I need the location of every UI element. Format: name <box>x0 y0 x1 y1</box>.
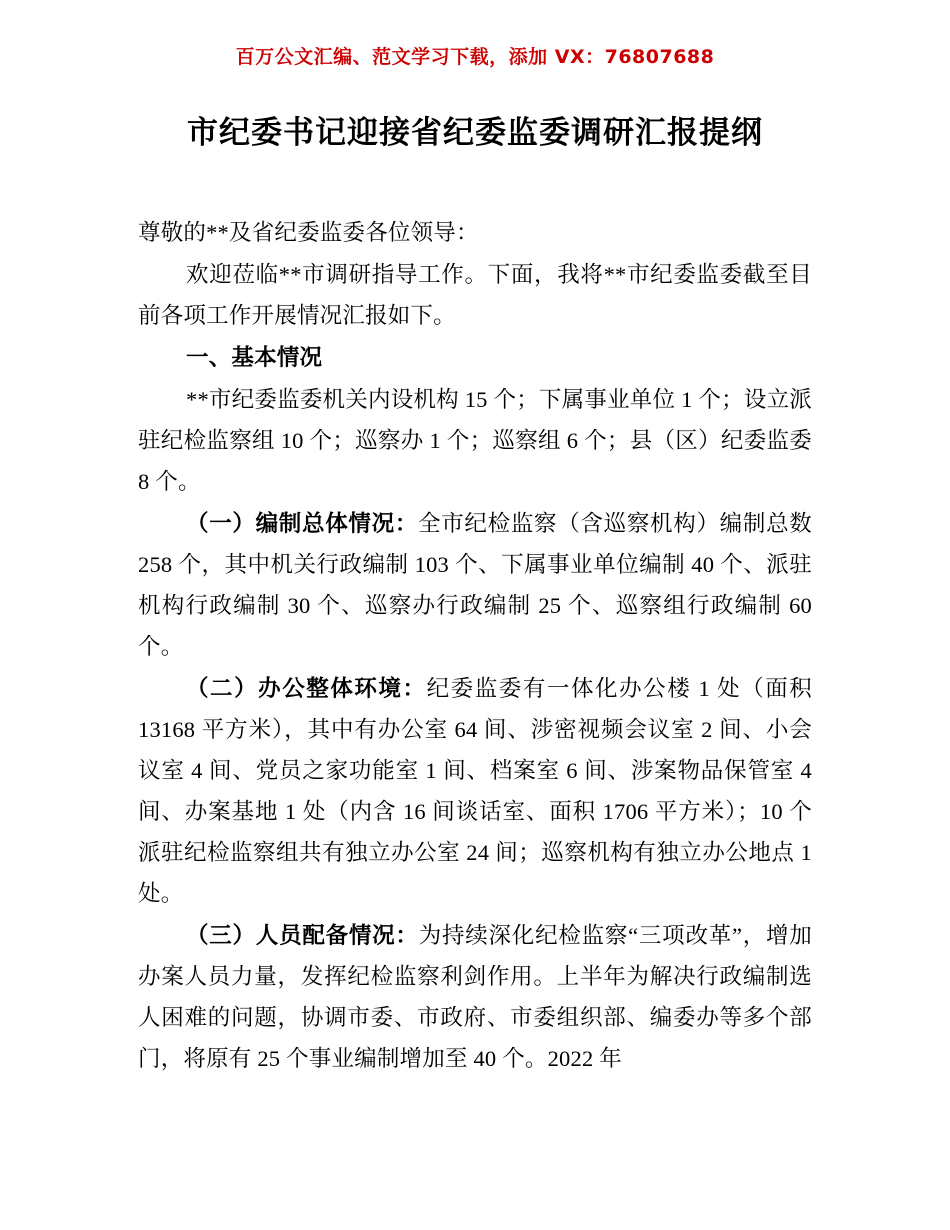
salutation-paragraph: 尊敬的**及省纪委监委各位领导： <box>138 219 479 245</box>
subsection-three <box>138 915 812 1079</box>
subsection-one <box>138 503 812 667</box>
subsection-two-label: （二）办公整体环境： <box>186 675 427 701</box>
opening-paragraph: 欢迎莅临**市调研指导工作。下面，我将**市纪委监委截至目前各项工作开展情况汇报如下。 <box>138 261 812 328</box>
subsection-two <box>138 668 812 914</box>
subsection-three-text: 为持续深化纪检监察“三项改革”，增加办案人员力量，发挥纪检监察利剑作用。上半年为解决行政编制选人困难的问题，协调市委、市政府、市委组织部、编委办等多个部门，将原有 25 个事业编制增加至 40 个。2022 年 <box>138 922 812 1071</box>
subsection-three-label: （三）人员配备情况： <box>186 922 419 948</box>
section-one-body: **市纪委监委机关内设机构 15 个；下属事业单位 1 个；设立派驻纪检监察组 10 个；巡察办 1 个；巡察组 6 个；县（区）纪委监委 8 个。 <box>138 386 812 494</box>
watermark-banner: 百万公文汇编、范文学习下载，添加 VX：76807688 <box>235 46 715 68</box>
document-body <box>138 212 812 1079</box>
subsection-one-text: 全市纪检监察（含巡察机构）编制总数 258 个，其中机关行政编制 103 个、下属事业单位编制 40 个、派驻机构行政编制 30 个、巡察办行政编制 25 个、巡察组行政编制 60 个。 <box>138 510 812 659</box>
subsection-two-text: 纪委监委有一体化办公楼 1 处（面积 13168 平方米），其中有办公室 64 间、涉密视频会议室 2 间、小会议室 4 间、党员之家功能室 1 间、档案室 6 间、涉案物品保管室 4 间、办案基地 1 处（内含 16 间谈话室、面积 1706 平方米）；10 个派驻纪检监察组共有独立办公室 24 间；巡察机构有独立办公地点 1 处。 <box>138 675 812 906</box>
page-title: 市纪委书记迎接省纪委监委调研汇报提纲 <box>187 114 763 151</box>
section-heading-one: 一、基本情况 <box>186 344 323 370</box>
subsection-one-label: （一）编制总体情况： <box>186 510 419 536</box>
